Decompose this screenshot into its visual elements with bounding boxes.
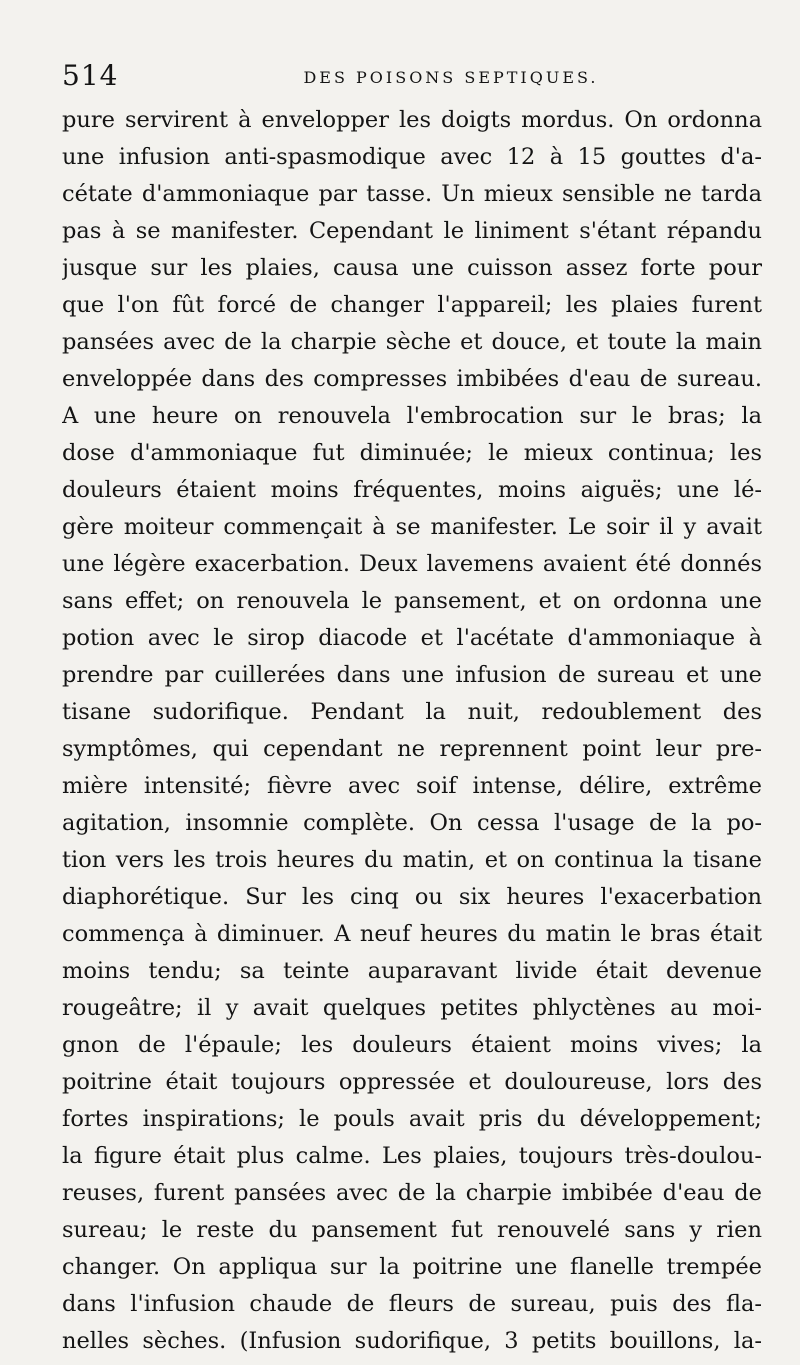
text-line: pas à se manifester. Cependant le liniment s'étant répandu [62, 218, 762, 244]
text-line: la figure était plus calme. Les plaies, toujours très-doulou- [62, 1143, 762, 1169]
text-line: commença à diminuer. A neuf heures du matin le bras était [62, 921, 762, 947]
body-text [62, 102, 762, 1360]
text-line: fortes inspirations; le pouls avait pris du développement; [62, 1106, 762, 1132]
text-line: prendre par cuillerées dans une infusion de sureau et une [62, 662, 762, 688]
text-line: cétate d'ammoniaque par tasse. Un mieux sensible ne tarda [62, 181, 762, 207]
text-line: une infusion anti-spasmodique avec 12 à 15 gouttes d'a- [62, 144, 762, 170]
text-line: tisane sudorifique. Pendant la nuit, redoublement des [62, 699, 762, 725]
text-line: moins tendu; sa teinte auparavant livide était devenue [62, 958, 762, 984]
text-line: A une heure on renouvela l'embrocation sur le bras; la [62, 403, 762, 429]
text-line: sans effet; on renouvela le pansement, et on ordonna une [62, 588, 762, 614]
text-line: tion vers les trois heures du matin, et on continua la tisane [62, 847, 762, 873]
text-line: gère moiteur commençait à se manifester. Le soir il y avait [62, 514, 762, 540]
text-line: enveloppée dans des compresses imbibées d'eau de sureau. [62, 366, 762, 392]
text-line: une légère exacerbation. Deux lavemens avaient été donnés [62, 551, 762, 577]
text-line: dose d'ammoniaque fut diminuée; le mieux continua; les [62, 440, 762, 466]
text-line: diaphorétique. Sur les cinq ou six heures l'exacerbation [62, 884, 762, 910]
text-line: jusque sur les plaies, causa une cuisson assez forte pour [62, 255, 762, 281]
text-line: pure servirent à envelopper les doigts mordus. On ordonna [62, 107, 762, 133]
text-line: que l'on fût forcé de changer l'appareil; les plaies furent [62, 292, 762, 318]
text-line: rougeâtre; il y avait quelques petites phlyctènes au moi- [62, 995, 762, 1021]
text-line: nelles sèches. (Infusion sudorifique, 3 petits bouillons, la- [62, 1328, 762, 1354]
page-number: 514 [62, 59, 119, 92]
text-line: gnon de l'épaule; les douleurs étaient moins vives; la [62, 1032, 762, 1058]
text-line: pansées avec de la charpie sèche et douce, et toute la main [62, 329, 762, 355]
text-line: potion avec le sirop diacode et l'acétate d'ammoniaque à [62, 625, 762, 651]
text-line: symptômes, qui cependant ne reprennent point leur pre- [62, 736, 762, 762]
running-head: DES POISONS SEPTIQUES. [303, 68, 599, 87]
text-line: changer. On appliqua sur la poitrine une flanelle trempée [62, 1254, 762, 1280]
text-line: mière intensité; fièvre avec soif intense, délire, extrême [62, 773, 762, 799]
page-header [62, 58, 760, 98]
text-line: dans l'infusion chaude de fleurs de sureau, puis des fla- [62, 1291, 762, 1317]
text-line: agitation, insomnie complète. On cessa l'usage de la po- [62, 810, 762, 836]
text-line: poitrine était toujours oppressée et douloureuse, lors des [62, 1069, 762, 1095]
text-line: sureau; le reste du pansement fut renouvelé sans y rien [62, 1217, 762, 1243]
text-line: reuses, furent pansées avec de la charpie imbibée d'eau de [62, 1180, 762, 1206]
text-line: douleurs étaient moins fréquentes, moins aiguës; une lé- [62, 477, 762, 503]
